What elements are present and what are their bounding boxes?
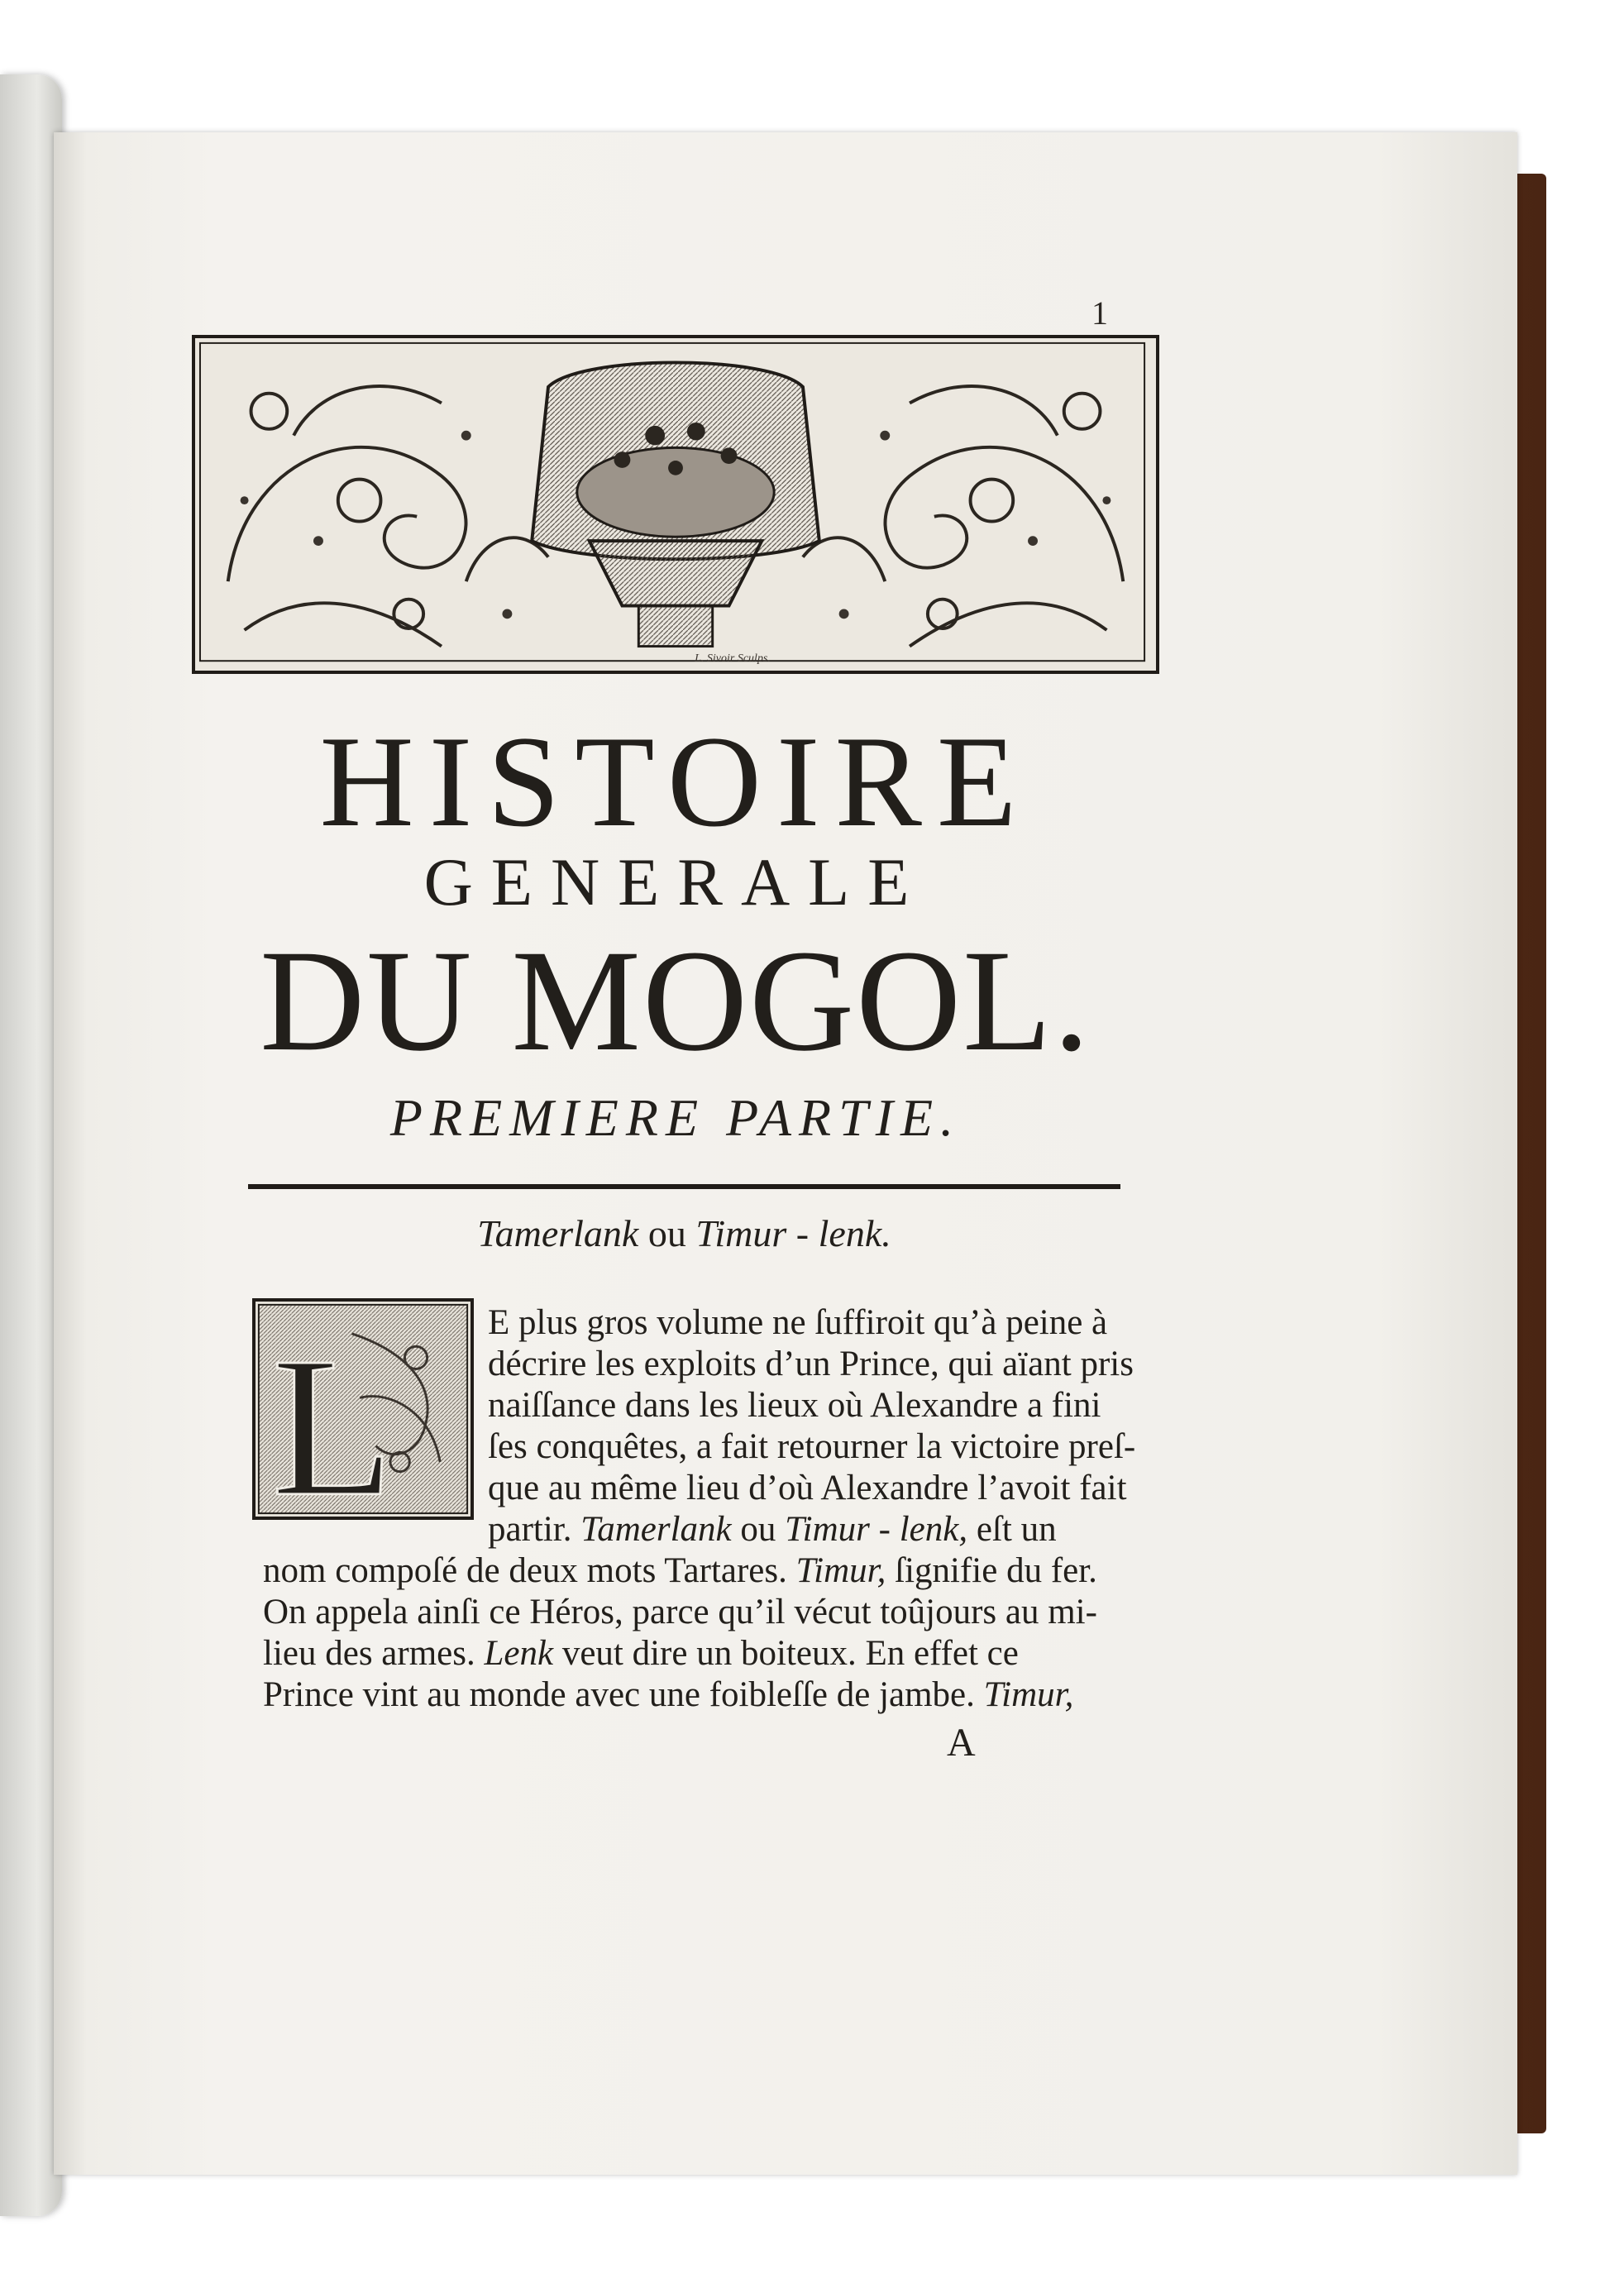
left-page-edge [0,74,62,2216]
body-segment: nom compoſé de deux mots Tartares. [263,1551,796,1590]
heading-ou: ou [638,1212,696,1254]
body-segment: naiſſance dans les lieux où Alexandre a fini [488,1386,1101,1425]
horizontal-rule [248,1184,1120,1189]
heading-tamerlank: Tamerlank [477,1212,639,1254]
engraver-signature: L. Sivoir Sculps. [695,652,771,665]
body-segment: eſt un [967,1510,1057,1549]
initial-letter: L [271,1316,394,1517]
signature-mark: A [947,1721,976,1765]
body-segment: Timur, [795,1551,886,1590]
page-number: 1 [1091,294,1108,332]
decorated-initial [252,1298,474,1520]
body-segment: Timur - lenk, [785,1510,968,1549]
body-segment: ſes conquêtes, a fait retourner la victoire preſ- [488,1427,1136,1466]
body-line [488,1385,1101,1426]
initial-ornament [256,1302,470,1517]
body-line [263,1674,1073,1715]
body-line [263,1592,1097,1632]
section-heading [248,1211,1120,1255]
body-segment: lieu des armes. [263,1634,485,1673]
body-segment: Timur, [983,1675,1074,1714]
title-generale: GENERALE [423,844,928,920]
headpiece-engraving [195,338,1156,671]
body-line [488,1468,1127,1508]
body-segment: On appela ainſi ce Héros, parce qu’il vécut toûjours au mi- [263,1593,1097,1631]
body-line [488,1302,1107,1343]
body-line [488,1426,1135,1467]
body-line [263,1550,1097,1591]
title-premiere-partie: PREMIERE PARTIE. [389,1088,962,1147]
body-segment: partir. [488,1510,581,1549]
body-segment: décrire les exploits d’un Prince, qui aïant pris [488,1345,1134,1383]
ornamental-headpiece [192,335,1159,674]
title-histoire: HISTOIRE [319,709,1032,854]
body-segment: que au même lieu d’où Alexandre l’avoit fait [488,1469,1127,1507]
body-segment: Prince vint au monde avec une foibleſſe de jambe. [263,1675,984,1714]
body-line [488,1509,1057,1550]
body-segment: ou [731,1510,786,1549]
body-segment: veut dire un boiteux. En effet ce [553,1634,1019,1673]
heading-timur-lenk: Timur - lenk. [695,1212,891,1254]
body-segment: Tamerlank [580,1510,732,1549]
body-line [488,1344,1134,1384]
body-segment: Lenk [484,1634,554,1673]
body-segment: E plus gros volume ne ſuffiroit qu’à peine à [488,1303,1108,1342]
title-du-mogol: DU MOGOL. [260,920,1091,1082]
body-segment: ſignifie du fer. [886,1551,1097,1590]
body-line [263,1633,1019,1674]
